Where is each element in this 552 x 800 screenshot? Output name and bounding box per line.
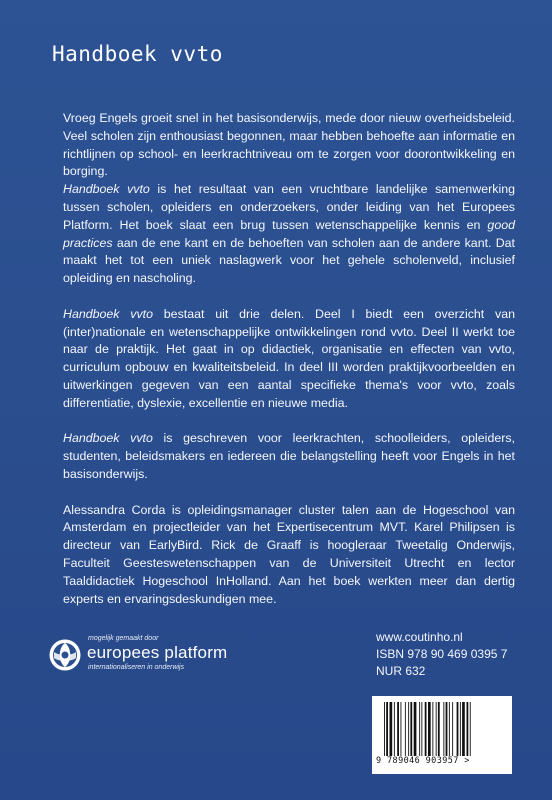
barcode-digits: 9 789046 903957 >	[376, 756, 470, 766]
paragraph-intro: Vroeg Engels groeit snel in het basisonderwijs, mede door nieuw overheidsbeleid. Veel scholen zijn enthousiast begonnen, maar hebben behoefte aan informatie en richtlijnen op school- en leerkrachtniveau om te zorgen voor doorontwikkeling en borging.	[63, 111, 515, 179]
paragraph-authors: Alessandra Corda is opleidingsmanager cluster talen aan de Hogeschool van Amsterdam en projectleider van het Expertisecentrum MVT. Karel Philipsen is directeur van EarlyBird. Rick de Graaff is hoogleraar Tweetalig Onderwijs, Faculteit Geesteswetenschappen van de Universiteit Utrecht en lector Taaldidactiek Hogeschool InHolland. Aan het boek werkten meer dan dertig experts en ervaringsdeskundigen mee.	[63, 502, 515, 606]
paragraph-audience	[63, 430, 515, 483]
paragraph-audience-text: is geschreven voor leerkrachten, schoolleiders, opleiders, studenten, beleidsmakers en iedereen die belangstelling heeft voor Engels in het basisonderwijs.	[63, 431, 515, 481]
isbn: ISBN 978 90 469 0395 7	[376, 647, 508, 661]
book-name-em: Handboek vvto	[63, 431, 153, 446]
logo-tagline-top: mogelijk gemaakt door	[88, 635, 159, 642]
barcode	[372, 696, 512, 774]
paragraph-structure	[63, 306, 515, 413]
barcode-bars	[384, 702, 500, 756]
europees-platform-logo	[48, 634, 268, 674]
paragraph-structure-text: bestaat uit drie delen. Deel I biedt een overzicht van (inter)nationale en wetenschappelijke ontwikkelingen rond vvto. Deel II werkt toe naar de praktijk. Het gaat in op didactiek, organisatie en effecten van vvto, curriculum opbouw en kwaliteitsbeleid. In deel III worden praktijkvoorbeelden en uitwerkingen gegeven van een aantal specifieke thema's voor vvto, zoals differentiatie, dyslexie, excellentie en nieuwe media.	[63, 306, 515, 410]
globe-icon	[48, 638, 82, 672]
good-practices-em: good practices	[63, 217, 515, 250]
back-cover-text	[63, 110, 515, 626]
paragraph-collaboration-text-a: is het resultaat van een vruchtbare landelijke samenwerking tussen scholen, opleiders en onderzoekers, onder leiding van het Europees Platform. Het boek slaat een brug tussen wetenschappelijke kennis en	[63, 182, 515, 232]
paragraph-collaboration-text-b: aan de ene kant en de behoeften van scholen aan de andere kant. Dat maakt het tot een uniek naslagwerk voor het gehele scholenveld, inclusief opleiding en nascholing.	[63, 235, 515, 286]
publisher-info	[376, 629, 507, 680]
logo-name: europees platform	[87, 643, 228, 662]
logo-tagline-bottom: internationaliseren in onderwijs	[88, 664, 185, 671]
paragraph-collaboration	[63, 181, 515, 288]
publisher-url: www.coutinho.nl	[376, 630, 463, 644]
nur-code: NUR 632	[376, 664, 426, 678]
book-name-em: Handboek vvto	[63, 306, 153, 321]
book-name-em: Handboek vvto	[63, 182, 150, 197]
book-title: Handboek vvto	[52, 42, 223, 66]
